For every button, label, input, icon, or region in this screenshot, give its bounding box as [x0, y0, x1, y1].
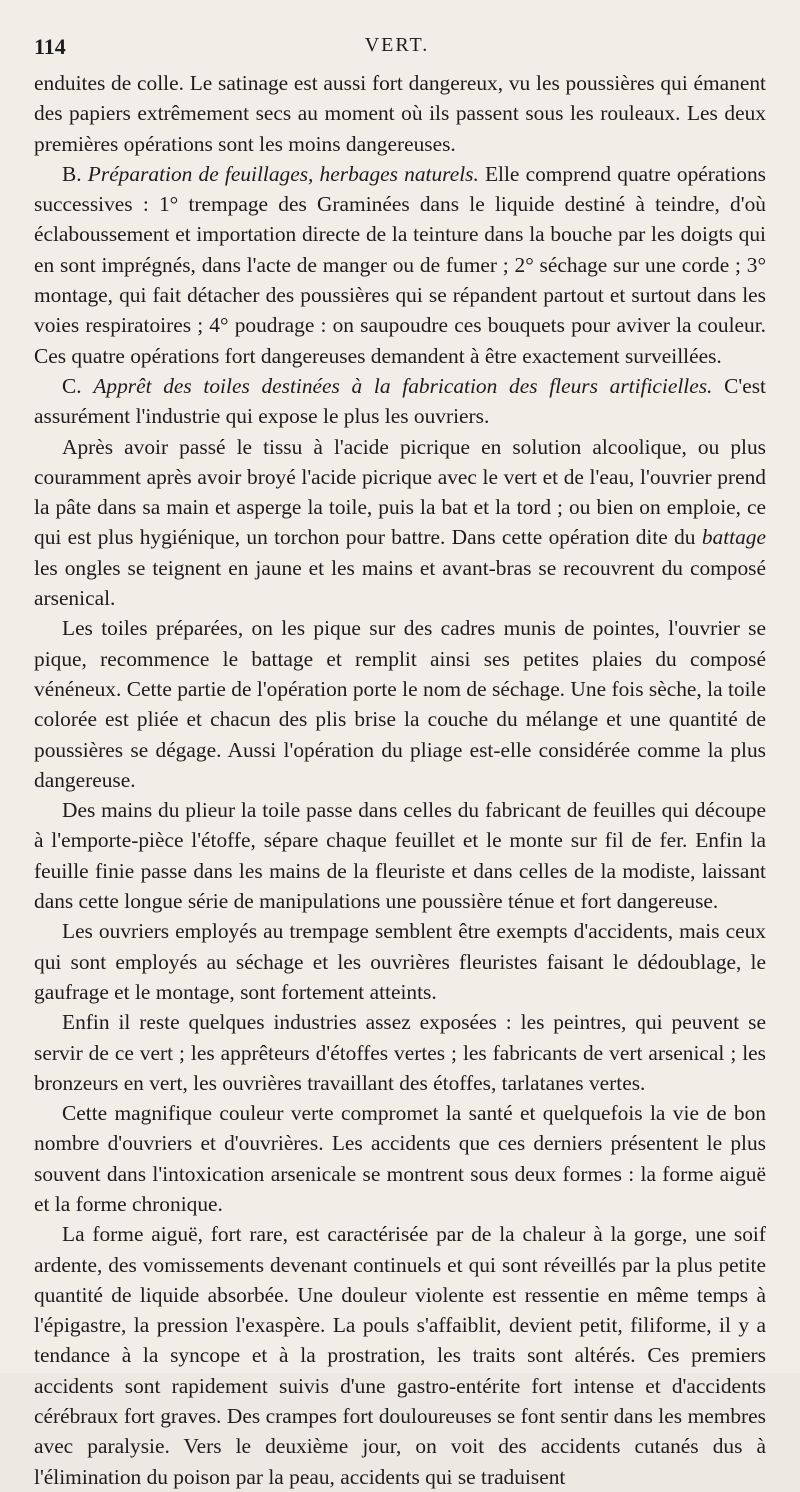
section-b-paragraph: B. Préparation de feuillages, herbages naturels. Elle comprend quatre opérations successives : 1° trempage des Graminées dans le liquide destiné à teindre, d'où éclaboussement et importation directe de la teinture dans la bouche par les doigts qui en sont imprégnés, dans l'acte de manger ou de fumer ; 2° séchage sur une corde ; 3° montage, qui fait détacher des poussières qui se répandent partout et surtout dans les voies respiratoires ; 4° poudrage : on saupoudre ces bouquets pour aviver la couleur. Ces quatre opérations fort dangereuses demandent à être exactement surveillées.	[34, 161, 766, 368]
paragraph: Les toiles préparées, on les pique sur des cadres munis de pointes, l'ouvrier se pique, recommence le battage et remplit ainsi ses petites plaies du composé vénéneux. Cette partie de l'opération porte le nom de séchage. Une fois sèche, la toile colorée est pliée et chacun des plis brise la couche du mélange et une quantité de poussières se dégage. Aussi l'opération du pliage est-elle considérée comme la plus dangereuse.	[34, 616, 766, 792]
emphasis: battage	[701, 525, 766, 550]
paragraph: Les ouvriers employés au trempage semblent être exempts d'accidents, mais ceux qui sont employés au séchage et les ouvrières fleuristes faisant le dédoublage, le gaufrage et le montage, sont fortement atteints.	[34, 919, 766, 1004]
section-label: C.	[62, 373, 82, 398]
paragraph: La forme aiguë, fort rare, est caractérisée par de la chaleur à la gorge, une soif ardente, des vomissements devenant continuels et qui sont réveillés par la plus petite quantité de liquide absorbée. Une douleur violente est ressentie en même temps à l'épigastre, la pression l'exaspère. La pouls s'affaiblit, devient petit, filiforme, il y a tendance à la syncope et à la prostration, les traits sont altérés. Ces premiers accidents sont rapidement suivis d'une gastro-entérite fort intense et d'accidents cérébraux fort graves. Des crampes fort douloureuses se font sentir dans les membres avec paralysie. Vers le deuxième jour, on voit des accidents cutanés dus à l'élimination du poison par la peau, accidents qui se traduisent	[34, 1222, 766, 1489]
running-head: VERT.	[364, 34, 430, 56]
page-number: 114	[34, 34, 66, 59]
section-c-paragraph: C. Apprêt des toiles destinées à la fabrication des fleurs artificielles. C'est assurément l'industrie qui expose le plus les ouvriers.	[34, 373, 766, 429]
section-title: Préparation de feuillages, herbages naturels.	[87, 161, 479, 186]
section-label: B.	[62, 161, 82, 186]
paragraph: enduites de colle. Le satinage est aussi fort dangereux, vu les poussières qui émanent des papiers extrêmement secs au moment où ils passent sous les rouleaux. Les deux premières opérations sont les moins dangereuses.	[34, 71, 766, 156]
body-text	[34, 68, 766, 1492]
section-title: Apprêt des toiles destinées à la fabrication des fleurs artificielles.	[93, 373, 713, 398]
paragraph: Des mains du plieur la toile passe dans celles du fabricant de feuilles qui découpe à l'emporte-pièce l'étoffe, sépare chaque feuillet et le monte sur fil de fer. Enfin la feuille finie passe dans les mains de la fleuriste et dans celles de la modiste, laissant dans cette longue série de manipulations une poussière ténue et fort dangereuse.	[34, 798, 766, 914]
paragraph: Cette magnifique couleur verte compromet la santé et quelquefois la vie de bon nombre d'ouvriers et d'ouvrières. Les accidents que ces derniers présentent le plus souvent dans l'intoxication arsenicale se montrent sous deux formes : la forme aiguë et la forme chronique.	[34, 1101, 766, 1216]
page-header	[34, 34, 760, 64]
paragraph: Enfin il reste quelques industries assez exposées : les peintres, qui peuvent se servir de ce vert ; les apprêteurs d'étoffes vertes ; les fabricants de vert arsenical ; les bronzeurs en vert, les ouvrières travaillant des étoffes, tarlatanes vertes.	[34, 1010, 766, 1095]
paragraph: Après avoir passé le tissu à l'acide picrique en solution alcoolique, ou plus couramment après avoir broyé l'acide picrique avec le vert et de l'eau, l'ouvrier prend la pâte dans sa main et asperge la toile, puis la bat et la tord ; ou bien on emploie, ce qui est plus hygiénique, un torchon pour battre. Dans cette opération dite du battage les ongles se teignent en jaune et les mains et avant-bras se recouvrent du composé arsenical.	[34, 434, 766, 611]
